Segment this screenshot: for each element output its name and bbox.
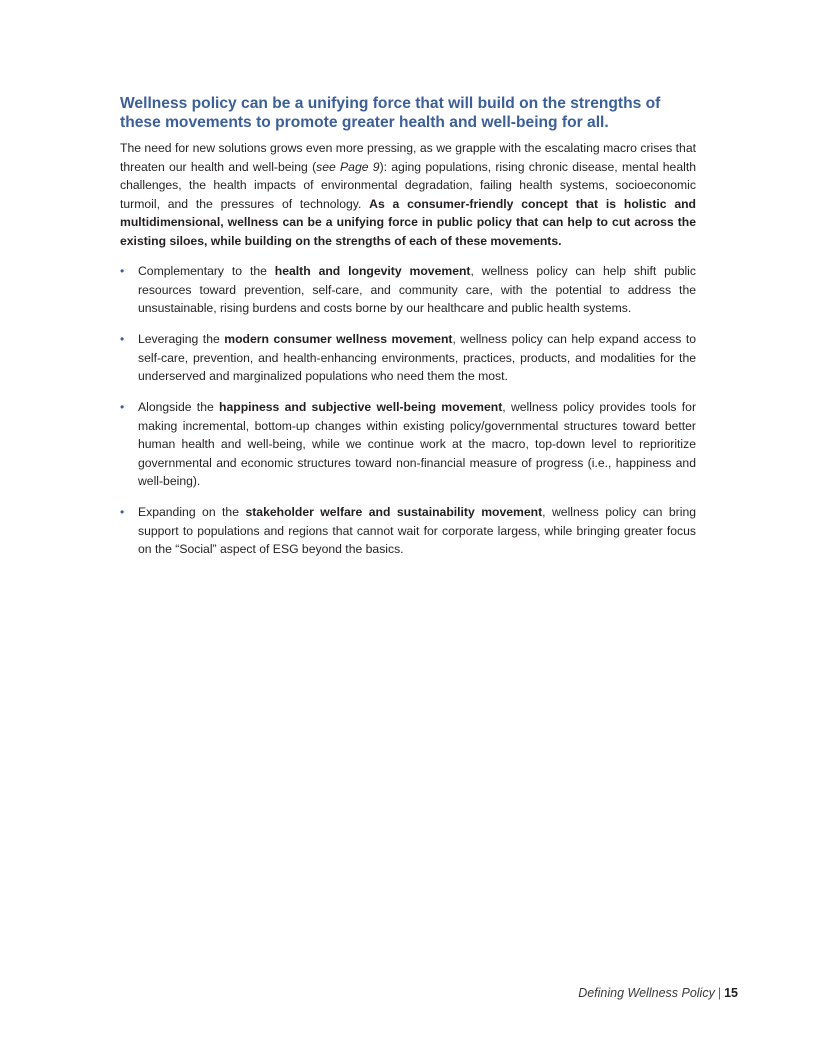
bullet-text bbox=[138, 262, 696, 318]
bullet-lead: Alongside the bbox=[138, 400, 220, 414]
bullet-movement-name: stakeholder welfare and sustainability movement bbox=[245, 505, 543, 519]
section-heading: Wellness policy can be a unifying force that will build on the strengths of these movements to promote greater health and well-being for all. bbox=[120, 95, 661, 131]
intro-paragraph bbox=[120, 139, 696, 250]
bullet-lead: Leveraging the bbox=[138, 332, 225, 346]
bullet-icon: • bbox=[120, 332, 125, 346]
list-item bbox=[120, 398, 696, 491]
page-footer bbox=[578, 985, 738, 1001]
bullet-movement-name: modern consumer wellness movement bbox=[224, 332, 453, 346]
bullet-body: , wellness policy can bring support to populations and regions that cannot wait for corporate largess, while bringing greater focus on the “Social” aspect of ESG beyond the basics. bbox=[138, 505, 696, 556]
bullet-movement-name: happiness and subjective well-being movement bbox=[219, 400, 503, 414]
page-number: 15 bbox=[724, 986, 738, 1000]
bullet-icon: • bbox=[120, 264, 125, 278]
intro-bold-statement: As a consumer-friendly concept that is holistic and multidimensional, wellness can be a unifying force in public policy that can help to cut across the existing siloes, while building on the strengths of each of these movements. bbox=[120, 196, 697, 248]
footer-document-title: Defining Wellness Policy bbox=[578, 986, 715, 1000]
page-content bbox=[120, 94, 696, 571]
footer-separator: | bbox=[717, 986, 722, 1000]
bullet-movement-name: health and longevity movement bbox=[274, 264, 471, 278]
list-item bbox=[120, 262, 696, 318]
intro-text-1: The need for new solutions grows even more pressing, as we grapple with the escalating macro crises that threaten our health and well-being ( bbox=[120, 141, 696, 174]
list-item bbox=[120, 503, 696, 559]
bullet-icon: • bbox=[120, 400, 125, 414]
bullet-body: , wellness policy provides tools for making incremental, bottom-up changes within existing policy/governmental structures toward better human health and well-being, while we continue work at the macro, top-down level to reprioritize governmental and economic structures toward non-financial measure of progress (i.e., happiness and well-being). bbox=[138, 400, 697, 488]
bullet-text bbox=[138, 330, 696, 386]
bullet-body: , wellness policy can help shift public resources toward prevention, self-care, and community care, with the potential to address the unsustainable, rising burdens and costs borne by our healthcare and public health systems. bbox=[138, 264, 696, 315]
bullet-text bbox=[138, 503, 696, 559]
bullet-body: , wellness policy can help expand access to self-care, prevention, and health-enhancing environments, practices, products, and modalities for the underserved and marginalized populations who need them the most. bbox=[138, 332, 696, 383]
bullet-lead: Complementary to the bbox=[138, 264, 275, 278]
bullet-text bbox=[138, 398, 696, 491]
bullet-lead: Expanding on the bbox=[138, 505, 246, 519]
list-item bbox=[120, 330, 696, 386]
page-reference: see Page 9 bbox=[316, 159, 380, 174]
intro-text-2: ): aging populations, rising chronic disease, mental health challenges, the health impacts of environmental degradation, failing health systems, socioeconomic turmoil, and the pressures of technology. bbox=[120, 159, 696, 211]
movement-bullet-list bbox=[120, 262, 696, 559]
bullet-icon: • bbox=[120, 505, 125, 519]
